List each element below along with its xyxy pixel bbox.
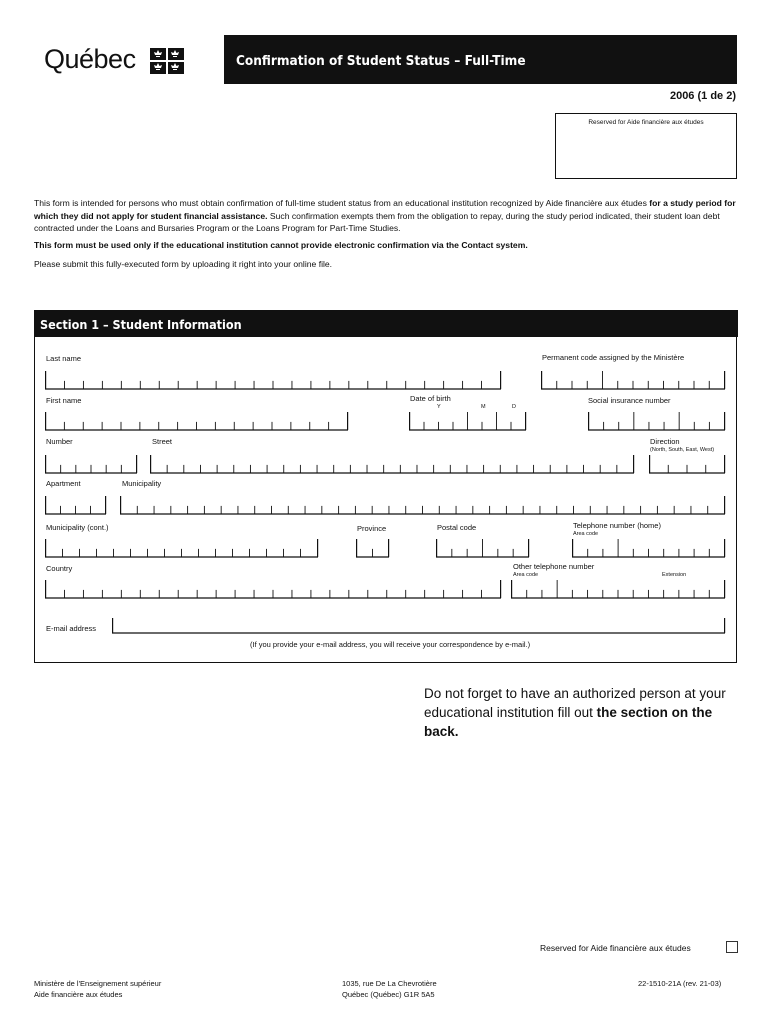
telephone-home-label: Telephone number (home)	[573, 521, 661, 530]
ministry-info	[34, 978, 161, 1000]
municipality-cont-field[interactable]	[45, 539, 319, 558]
email-field[interactable]	[112, 618, 726, 634]
extension-label: Extension	[662, 572, 687, 578]
province-field[interactable]	[356, 539, 390, 558]
other-phone-label: Other telephone number	[513, 562, 595, 571]
ministry-line-2: Aide financière aux études	[34, 990, 123, 999]
sin-field[interactable]	[588, 412, 726, 431]
quebec-logo: Québec	[44, 44, 136, 74]
email-label: E-mail address	[46, 624, 97, 633]
dob-day-label: D	[512, 404, 516, 410]
direction-field[interactable]	[649, 455, 726, 474]
province-label: Province	[357, 524, 387, 533]
permanent-code-field[interactable]	[541, 371, 726, 390]
country-label: Country	[46, 564, 73, 573]
upload-note: Please submit this fully-executed form by uploading it right into your online file.	[34, 259, 333, 269]
fleur-de-lis-icon	[150, 48, 184, 74]
ministry-line-1: Ministère de l'Enseignement supérieur	[34, 979, 162, 988]
form-year: 2006 (1 de 2)	[669, 90, 736, 102]
municipality-label: Municipality	[122, 479, 162, 488]
first-name-label: First name	[46, 396, 82, 405]
date-of-birth-label: Date of birth	[410, 394, 451, 403]
permanent-code-label: Permanent code assigned by the Ministère	[542, 353, 685, 362]
section-1-title-bar	[34, 310, 738, 337]
direction-sub-label: (North, South, East, West)	[650, 447, 715, 453]
area-code-label: Area code	[573, 531, 599, 537]
municipality-field[interactable]	[120, 496, 726, 515]
reserved-box	[555, 113, 737, 179]
municipality-cont-label: Municipality (cont.)	[46, 523, 109, 532]
dob-month-label: M	[481, 404, 486, 410]
last-name-label: Last name	[46, 354, 82, 363]
date-of-birth-field[interactable]	[409, 412, 527, 431]
street-label: Street	[152, 437, 173, 446]
last-name-field[interactable]	[45, 371, 502, 390]
intro-text-a: This form is intended for persons who must obtain confirmation of full-time student status from an educational institution recognized by Aide financière aux études	[34, 198, 650, 208]
form-title-bar	[224, 35, 737, 84]
address-line-1: 1035, rue De La Chevrotière	[342, 979, 437, 988]
address-line-2: Québec (Québec) G1R 5A5	[342, 990, 435, 999]
postal-code-label: Postal code	[437, 523, 477, 532]
form-title: Confirmation of Student Status – Full-Time	[236, 53, 526, 69]
reminder-bold-text: the section on the back.	[424, 705, 713, 739]
form-code: 22-1510-21A (rev. 21-03)	[638, 979, 722, 988]
apartment-field[interactable]	[45, 496, 107, 515]
intro-text-b: Such confirmation exempts them from the obligation to repay, during the study period indicated, their student loan debt contracted under the Loans and Bursaries Program or the Loans Program for Part-Time Studies.	[34, 210, 720, 233]
number-field[interactable]	[45, 455, 138, 474]
apartment-label: Apartment	[46, 479, 81, 488]
contact-system-note: This form must be used only if the educational institution cannot provide electronic confirmation via the Contact system.	[34, 240, 528, 250]
intro-text-bold: for a study period for which they did not apply for student financial assistance.	[34, 198, 736, 221]
section-1-title: Section 1 – Student Information	[40, 317, 242, 332]
first-name-field[interactable]	[45, 412, 349, 431]
other-phone-field[interactable]	[511, 580, 726, 599]
dob-year-label: Y	[437, 404, 441, 410]
direction-label: Direction	[650, 437, 680, 446]
other-area-code-label: Area code	[513, 572, 539, 578]
footer-reserved-label: Reserved for Aide financière aux études	[540, 943, 691, 953]
sin-label: Social insurance number	[588, 396, 671, 405]
street-field[interactable]	[150, 455, 635, 474]
country-field[interactable]	[45, 580, 502, 599]
email-note: (If you provide your e-mail address, you will receive your correspondence by e-mail.)	[250, 640, 531, 649]
telephone-home-field[interactable]	[572, 539, 726, 558]
reserved-label: Reserved for Aide financière aux études	[588, 119, 704, 126]
reserved-checkbox[interactable]	[726, 941, 738, 953]
ministry-address	[342, 978, 437, 1000]
back-section-reminder	[424, 684, 744, 741]
number-label: Number	[46, 437, 73, 446]
reminder-text: Do not forget to have an authorized person at your educational institution fill out	[424, 686, 726, 720]
postal-code-field[interactable]	[436, 539, 530, 558]
intro-paragraph	[34, 197, 738, 235]
